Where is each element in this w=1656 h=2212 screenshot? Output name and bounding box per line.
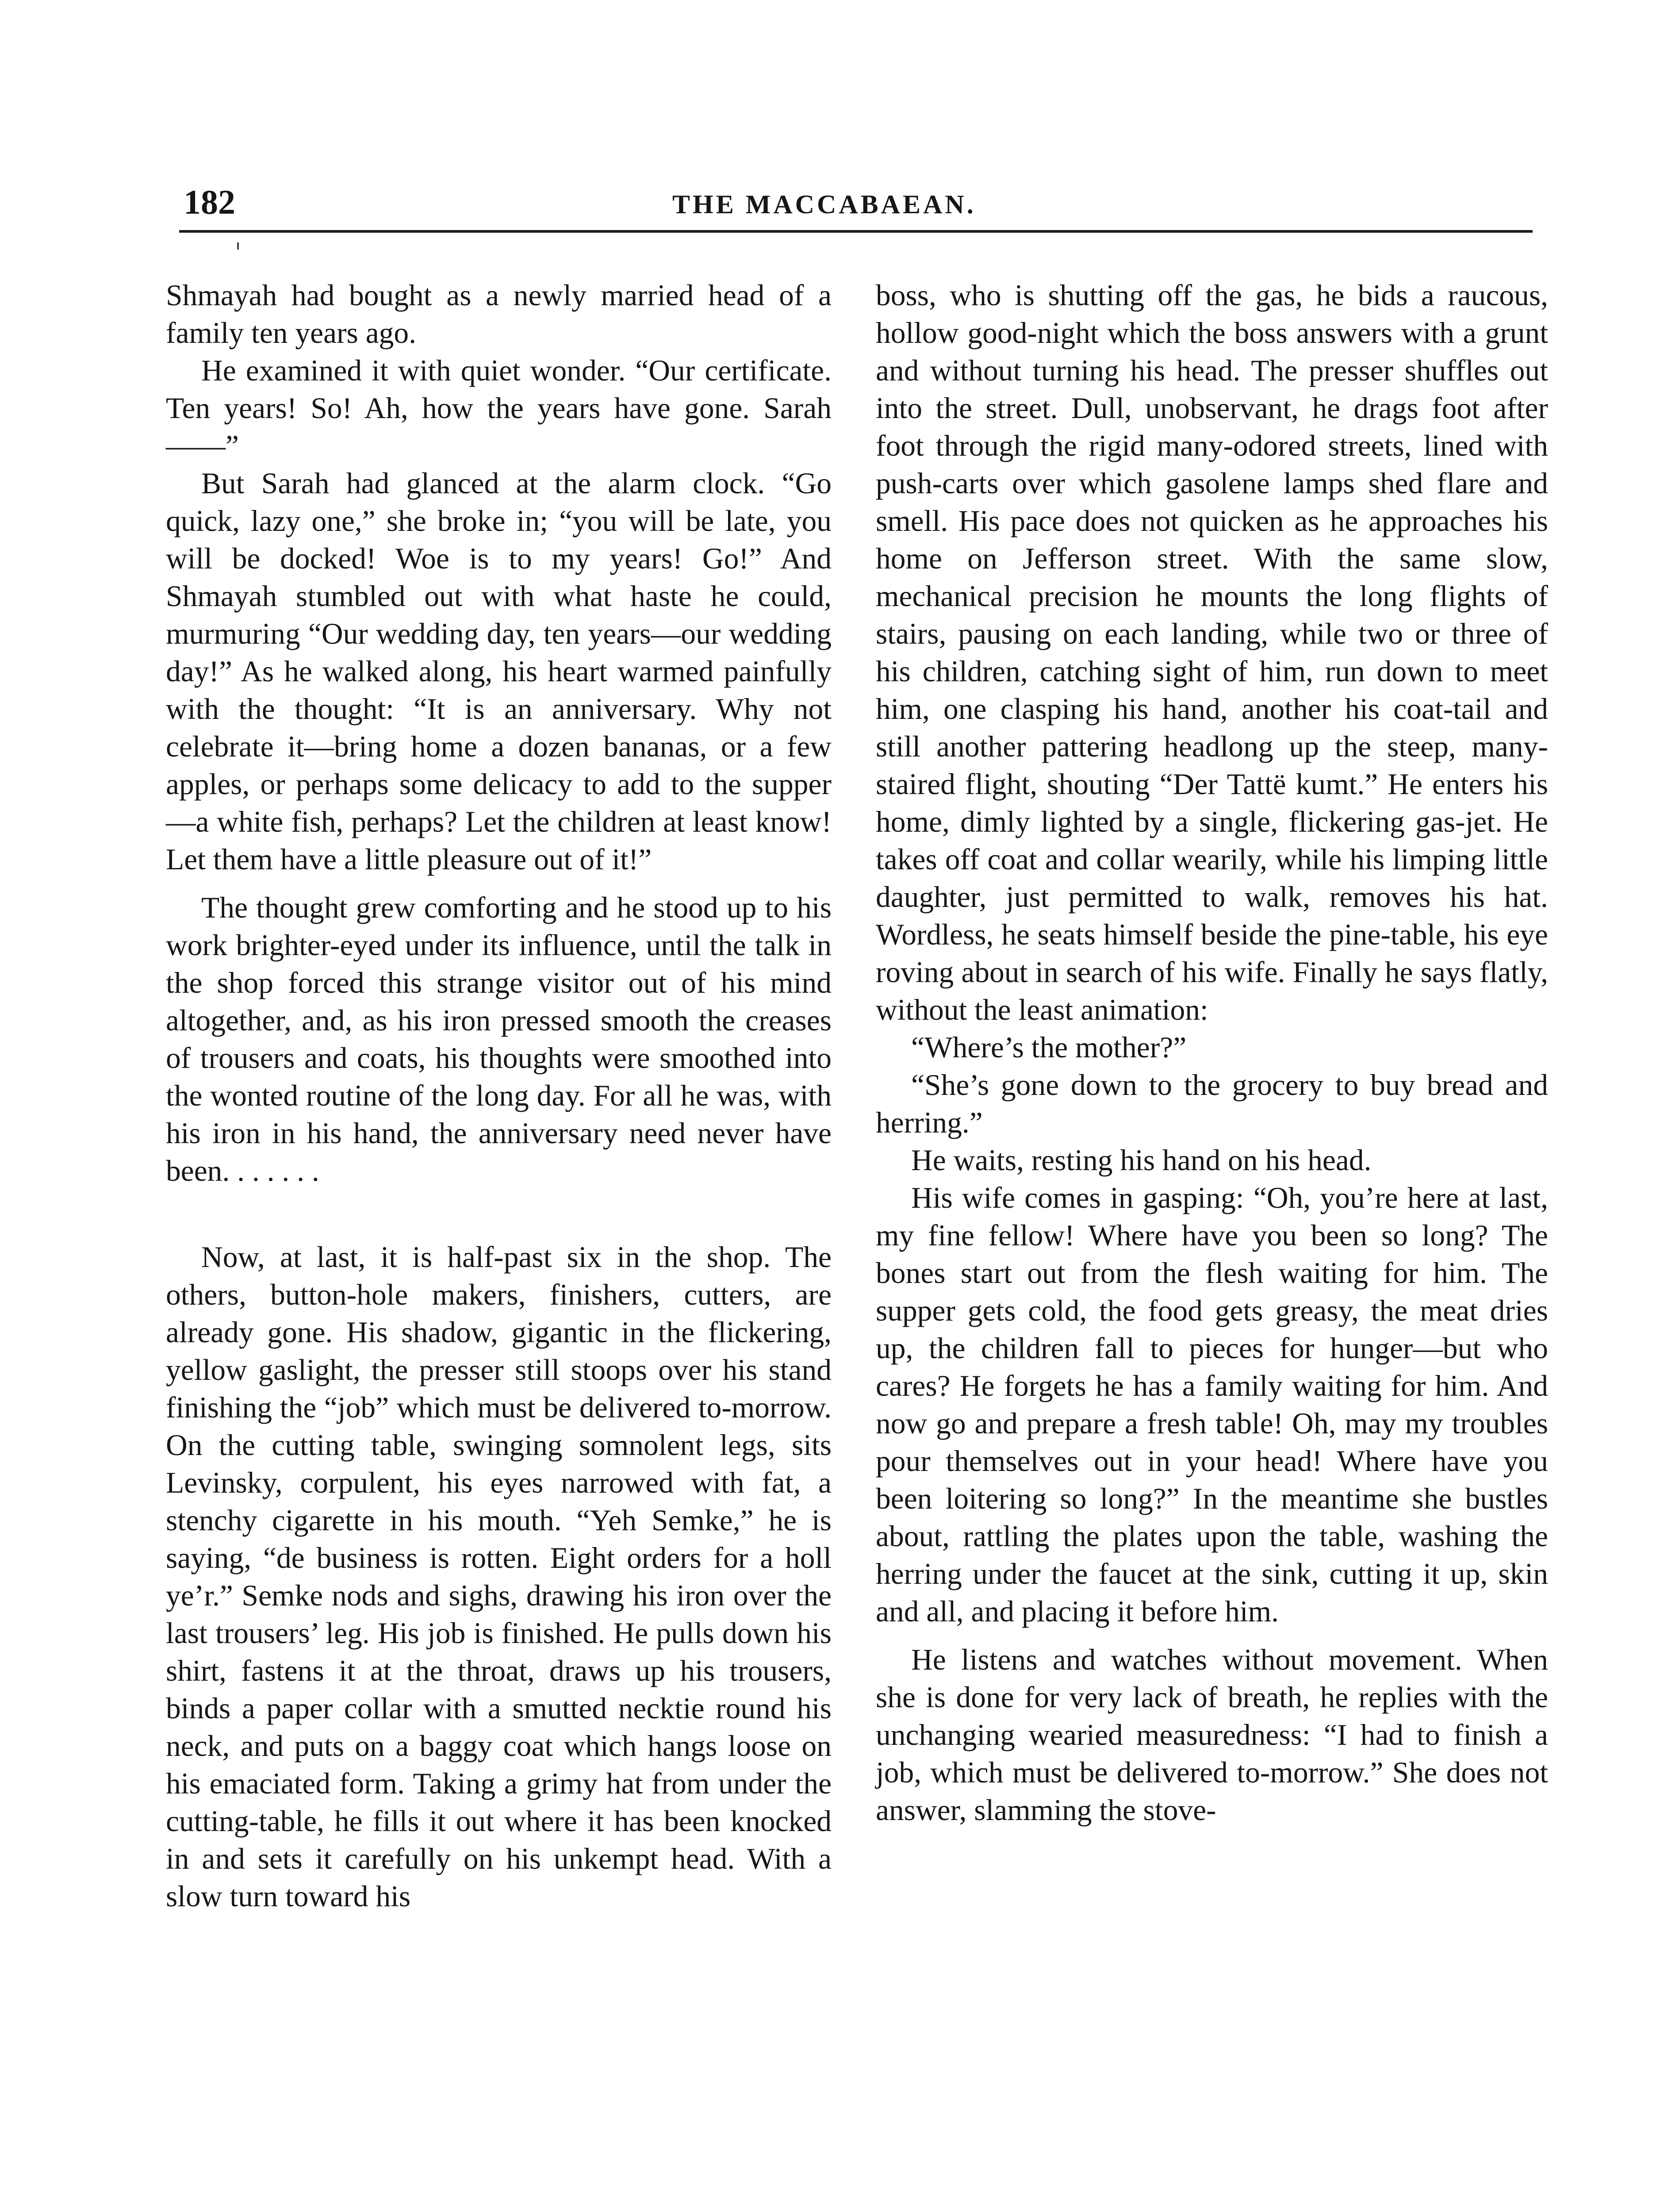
- paragraph: Shmayah had bought as a newly married head of a family ten years ago.: [166, 279, 832, 349]
- margin-tick: [237, 242, 239, 250]
- paragraph: Now, at last, it is half-past six in the shop. The others, button-hole makers, finishers, cutters, are already gone. His shadow, gigantic in the flickering, yellow gaslight, the presser still stoops over his stand finishing the “job” which must be delivered to-morrow. On the cutting table, swinging somnolent legs, sits Levinsky, corpulent, his eyes narrowed with fat, a stenchy cigarette in his mouth. “Yeh Semke,” he is saying, “de business is rotten. Eight orders for a holl ye’r.” Semke nods and sighs, drawing his iron over the last trousers’ leg. His job is finished. He pulls down his shirt, fastens it at the throat, draws up his trousers, binds a paper collar with a smutted necktie round his neck, and puts on a baggy coat which hangs loose on his emaciated form. Taking a grimy hat from under the cutting-table, he fills it out where it has been knocked in and sets it carefully on his unkempt head. With a slow turn toward his: [166, 1240, 832, 1913]
- paragraph: He examined it with quiet wonder. “Our certificate. Ten years! So! Ah, how the years have gone. Sarah——”: [166, 354, 832, 462]
- right-column: [876, 276, 1548, 1829]
- paragraph: boss, who is shutting off the gas, he bids a raucous, hollow good-night which the boss answers with a grunt and without turning his head. The presser shuffles out into the street. Dull, unobservant, he drags foot after foot through the rigid many-odored streets, lined with push-carts over which gasolene lamps shed flare and smell. His pace does not quicken as he approaches his home on Jefferson street. With the same slow, mechanical precision he mounts the long flights of stairs, pausing on each landing, while two or three of his children, catching sight of him, run down to meet him, one clasping his hand, another his coat-tail and still another pattering headlong up the steep, many-staired flight, shouting “Der Tattë kumt.” He enters his home, dimly lighted by a single, flickering gas-jet. He takes off coat and collar wearily, while his limping little daughter, just permitted to walk, removes his hat. Wordless, he seats himself beside the pine-table, his eye roving about in search of his wife. Finally he says flatly, without the least animation:: [876, 279, 1548, 1026]
- header-rule: [179, 230, 1533, 233]
- page-number: 182: [184, 183, 235, 221]
- paragraph: He waits, resting his hand on his head.: [911, 1144, 1372, 1177]
- running-head: THE MACCABAEAN.: [672, 190, 976, 219]
- paragraph: He listens and watches without movement. When she is done for very lack of breath, he replies with the unchanging wearied measuredness: “I had to finish a job, which must be delivered to-morrow.” She does not answer, slamming the stove-: [876, 1643, 1548, 1827]
- paragraph: But Sarah had glanced at the alarm clock. “Go quick, lazy one,” she broke in; “you will be late, you will be docked! Woe is to my years! Go!” And Shmayah stumbled out with what haste he could, murmuring “Our wedding day, ten years—our wedding day!” As he walked along, his heart warmed painfully with the thought: “It is an anniversary. Why not celebrate it—bring home a dozen bananas, or a few apples, or perhaps some delicacy to add to the supper—a white fish, perhaps? Let the children at least know! Let them have a little pleasure out of it!”: [166, 467, 832, 876]
- left-column: [166, 276, 832, 1915]
- paragraph: The thought grew comforting and he stood up to his work brighter-eyed under its influence, until the talk in the shop forced this strange visitor out of his mind altogether, and, as his iron pressed smooth the creases of trousers and coats, his thoughts were smoothed into the wonted routine of the long day. For all he was, with his iron in his hand, the anniversary need never have been. . . . . . .: [166, 891, 832, 1187]
- paragraph: “She’s gone down to the grocery to buy bread and herring.”: [876, 1068, 1548, 1139]
- paragraph: “Where’s the mother?”: [911, 1031, 1187, 1064]
- paragraph: His wife comes in gasping: “Oh, you’re here at last, my fine fellow! Where have you been so long? The bones start out from the flesh waiting for him. The supper gets cold, the food gets greasy, the meat dries up, the children fall to pieces for hunger—but who cares? He forgets he has a family waiting for him. And now go and prepare a fresh table! Oh, may my troubles pour themselves out in your head! Where have you been loitering so long?” In the meantime she bustles about, rattling the plates upon the table, washing the herring under the faucet at the sink, cutting it up, skin and all, and placing it before him.: [876, 1181, 1548, 1628]
